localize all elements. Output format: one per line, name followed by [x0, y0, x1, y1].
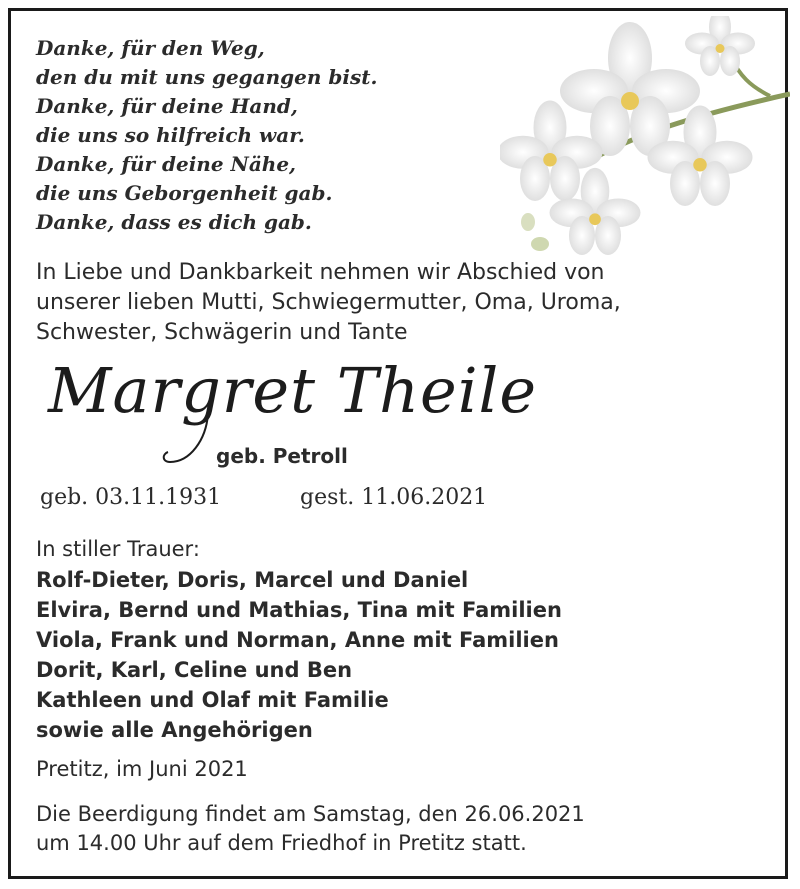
mourner-line: Elvira, Bernd und Mathias, Tina mit Familien — [36, 598, 562, 622]
mourner-line: Dorit, Karl, Celine und Ben — [36, 658, 353, 682]
white-orchid-icon — [500, 16, 790, 266]
deceased-name: Margret Theile — [48, 354, 538, 427]
poem — [36, 34, 377, 237]
poem-line: Danke, für den Weg, — [36, 36, 265, 60]
intro-line: In Liebe und Dankbarkeit nehmen wir Abschied von — [36, 260, 605, 285]
mourner-line: Kathleen und Olaf mit Familie — [36, 688, 389, 712]
mourner-line: Viola, Frank und Norman, Anne mit Familien — [36, 628, 559, 652]
funeral-notice — [36, 800, 756, 858]
mourners-list — [36, 565, 562, 745]
place-date: Pretitz, im Juni 2021 — [36, 757, 248, 781]
poem-line: Danke, dass es dich gab. — [36, 210, 312, 234]
maiden-name: geb. Petroll — [216, 444, 348, 468]
death-date: gest. 11.06.2021 — [300, 485, 488, 510]
mourning-label: In stiller Trauer: — [36, 537, 200, 561]
intro-line: unserer lieben Mutti, Schwiegermutter, Oma, Uroma, — [36, 290, 621, 315]
birth-date: geb. 03.11.1931 — [40, 485, 222, 510]
poem-line: Danke, für deine Nähe, — [36, 152, 296, 176]
intro-line: Schwester, Schwägerin und Tante — [36, 320, 408, 345]
intro-text — [36, 258, 736, 348]
funeral-line: Die Beerdigung findet am Samstag, den 26.06.2021 — [36, 802, 585, 826]
mourner-line: sowie alle Angehörigen — [36, 718, 313, 742]
poem-line: die uns Geborgenheit gab. — [36, 181, 333, 205]
poem-line: Danke, für deine Hand, — [36, 94, 298, 118]
mourner-line: Rolf-Dieter, Doris, Marcel und Daniel — [36, 568, 469, 592]
poem-line: den du mit uns gegangen bist. — [36, 65, 378, 89]
funeral-line: um 14.00 Uhr auf dem Friedhof in Pretitz statt. — [36, 831, 527, 855]
poem-line: die uns so hilfreich war. — [36, 123, 305, 147]
